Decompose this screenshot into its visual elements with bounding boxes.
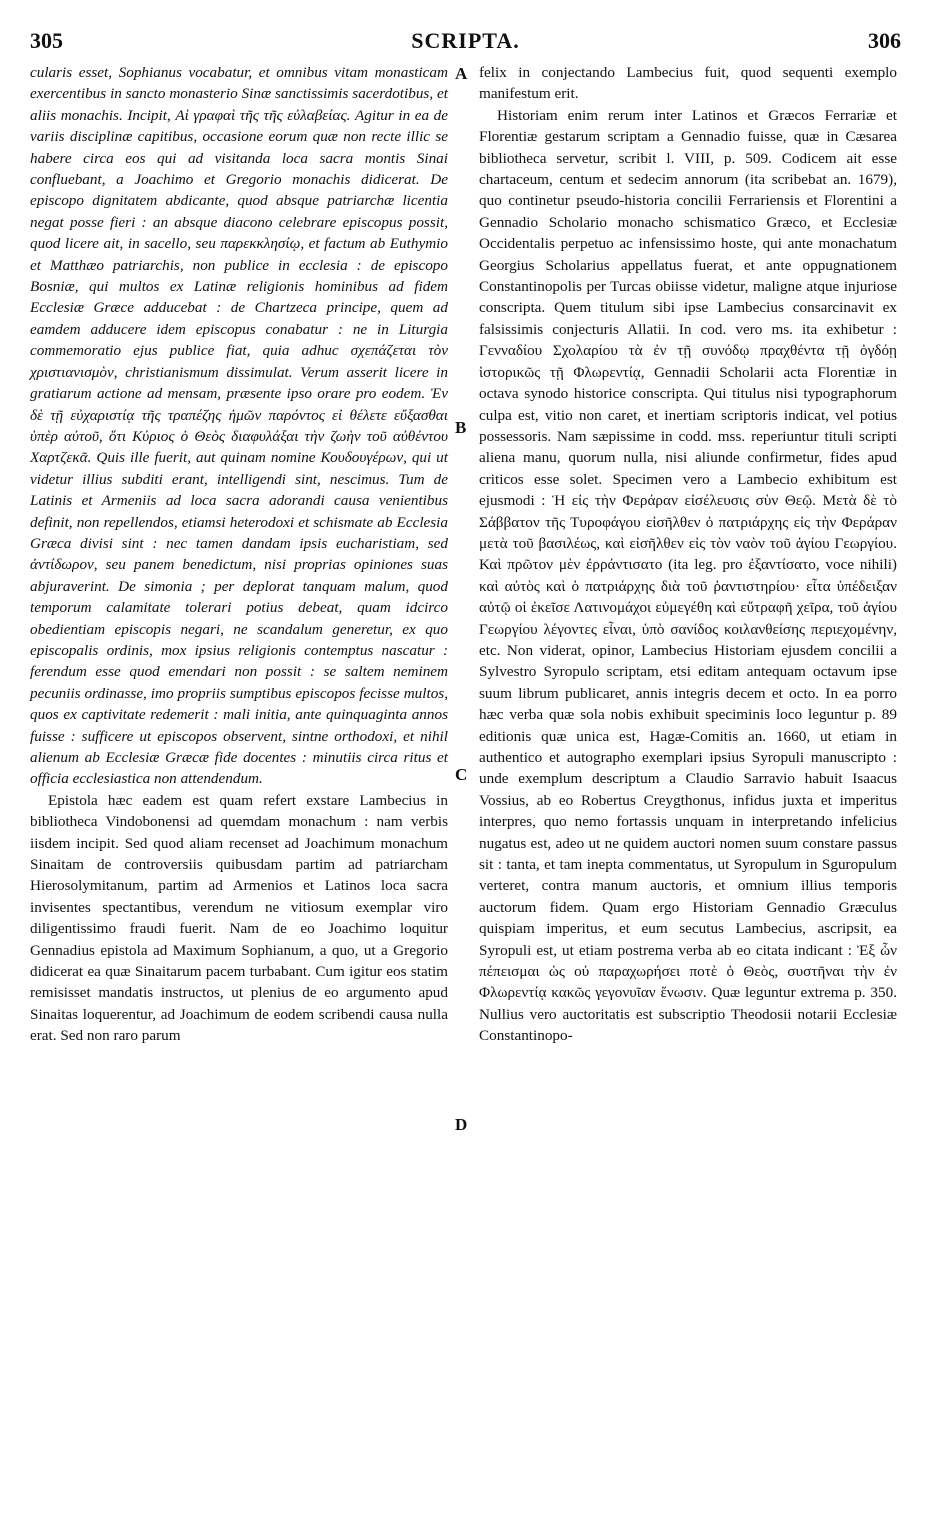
right-paragraph-2: Historiam enim rerum inter Latinos et Græcos Ferrariæ et Florentiæ gestarum scriptam a Gennadio fuisse, quæ in Cæsarea bibliotheca servetur, scribit l. VIII, p. 509. Codicem ait esse chartaceum, centum et sedecim annorum (ita scribebat an. 1679), quo continetur pseudo-historia concilii Ferrariensis et Florentini a Gennadio Scholario monacho schismatico Græco, et Ecclesiæ Occidentalis perpetuo ac infensissimo hoste, qui ante monachatum Georgius Scholarius appellatus fuerat, et ante oppugnationem Constantinopolis per Turcas obiisse videtur, maligne atque injuriose conscripta. Quem titulum sibi ipse Lambecius consarcinavit ex falsissimis conjecturis Allatii. In cod. vero ms. ita exhibetur : Γενναδίου Σχολαρίου τὰ ἐν τῇ συνόδῳ πραχθέντα τῇ ὀγδόῃ ἱστορικῶς τῇ Φλωρεντίᾳ, Gennadii Scholarii acta Florentiæ in octava synodo historice conscripta. Qui titulus nisi typographorum culpa est, vitio non caret, et inertiam scriptoris indicat, vel potius possessoris. Nam sæpissime in codd. mss. reperiuntur tituli scripti aliena manu, quorum nulla, nisi aliunde confirmetur, fides apud criticos esse solet. Specimen vero a Lambecio exhibitum est ejusmodi : Ἡ εἰς τὴν Φεράραν εἰσέλευσις σὺν Θεῷ. Μετὰ δὲ τὸ Σάββατον τῆς Τυροφάγου εἰσῆλθεν ὁ πατριάρχης εἰς τὴν Φεράραν μετὰ τοῦ βασιλέως, καὶ εἰσῆλθεν εἰς τὸν ναὸν τοῦ ἁγίου Γεωργίου. Καὶ πρῶτον μὲν ἐρράντισατο (ita leg. pro ἐξαντίσατο, voce nihili) καὶ αὐτὸς καὶ ὁ πατριάρχης διὰ τοῦ ῥαντιστηρίου· εἶτα ὑπέδειξαν αὐτῷ οἱ ἐκεῖσε Λατινομάχοι εὐμεγέθη καὶ εὔτραφῆ χεῖρα, τοῦ ἁγίου Γεωργίου λέγοντες εἶναι, ὑπὸ σανίδος κοιλανθείσης περιεχομένην, etc. Non viderat, opinor, Lambecius Historiam ejusdem concilii a Sylvestro Syropulo scriptam, etsi editam antequam octavum ipse suum librum publicaret, annis integris decem et octo. In ea porro hæc verba quæ sola nobis exhibuit speciminis loco leguntur p. 89 editionis quæ unica est, Hagæ-Comitis an. 1660, ut etiam in authentico et autographo exemplari ipsius Syropuli manuscripto : unde exemplum descriptum a Claudio Sarravio habuit Isaacus Vossius, ab eo Robertus Creygthonus, infidus juxta et imperitus interpres, quo nemo fortassis unquam in interpretando infelicius nugatus est, adeo ut ne quidem auctori nomen suum constare passus sit : tanta, et tam inepta commentatus, ut Syropulum in Sguropulum verteret, contra manum auctoris, et omnium illius temporis auctorum fidem. Quam ergo Historiam Gennadio Græculus quispiam imperitus, et eum secutus Lambecius, ascripsit, ea Syropuli est, ut etiam postrema verba ab eo citata indicant : Ἐξ ὧν πέπεισμαι ὡς οὐ παραχωρήσει ποτὲ ὁ Θεὸς, συστῆναι τὴν ἐν Φλωρεντίᾳ κακῶς γεγονυῖαν ἕνωσιν. Quæ leguntur extrema p. 350. Nullius vero auctoritatis est subscriptio Theodosii notarii Ecclesiæ Constantinopo-	[479, 106, 897, 1045]
margin-marker-b: B	[455, 418, 467, 437]
margin-marker-a: A	[455, 64, 468, 83]
running-title: SCRIPTA.	[411, 28, 520, 53]
running-header	[30, 28, 901, 58]
margin-marker-c: C	[455, 765, 468, 784]
right-column	[479, 62, 897, 1047]
left-paragraph-2: Epistola hæc eadem est quam refert exstare Lambecius in bibliotheca Vindobonensi ad quemdam monachum : nam verbis iisdem incipit. Sed quod aliam recenset ad Joachimum monachum Sinaitam de controversiis quibusdam partim ad patriarcham Hierosolymitanum, partim ad Armenios et Latinos loca sacra invisentes spectantibus, verendum ne vitiosum exemplar viro diligentissimo fraudi fuerit. Nam de eo Joachimo loquitur Gennadius epistola ad Maximum Sophianum, a quo, ut a Gregorio didicerat ea quæ Sinaitarum pacem turbabant. Cum igitur eos statim remisisset mandatis instructos, ut plenius de eo argumento apud Sinaitas loquerentur, ad Joachimum de eodem scribendi causa nulla erat. Sed non raro parum	[30, 791, 448, 1045]
margin-marker-d: D	[455, 1115, 468, 1134]
left-page-number: 305	[30, 28, 63, 53]
right-page-number: 306	[868, 28, 901, 53]
right-paragraph-1: felix in conjectando Lambecius fuit, quod sequenti exemplo manifestum erit.	[479, 64, 897, 103]
left-paragraph-1: cularis esset, Sophianus vocabatur, et omnibus vitam monasticam exercentibus in sancto monasterio Sinæ sanctissimis sacerdotibus, et aliis monachis. Incipit, Αἱ γραφαὶ τῆς τῆς εὐλαβείας. Agitur in ea de variis disciplinæ capitibus, occasione eorum quæ non recte illic se habere circa eos qui ad visitanda loca sacra montis Sinai confluebant, a Joachimo et Gregorio monachis didicerat. De episcopo dignitatem abdicante, quod absque patriarchæ licentia negat posse fieri : an absque diacono celebrare episcopus possit, quod licere ait, in sacello, seu παρεκκλησίῳ, et factum ab Euthymio et Matthæo patriarchis, non publice in ecclesia : de episcopo Bosniæ, qui multos ex Latinæ religionis hominibus ad fidem Ecclesiæ Græce adducebat : de Chartzeca principe, quem ad eamdem adducere idem episcopus conabatur : ne in Liturgia commemoratio ejus publice fiat, quia adhuc σχεπάζεται τὸν χριστιανισμὸν, christianismum dissimulat. Verum asserit licere in gratiarum actione ad mensam, præsente ipso orare pro eodem. Ἐν δὲ τῇ εὐχαριστίᾳ τῆς τραπέζης ἡμῶν παρόντος εἰ θέλετε εὔξασθαι ὑπὲρ αὐτοῦ, ὅτι Κύριος ὁ Θεὸς διαφυλάξαι τὴν ζωὴν τοῦ αὐθέντου Χαρτζεκᾶ. Quis ille fuerit, aut quinam nomine Κουδουγέρων, qui ut videtur illius subditi erant, intelligendi sint, nescimus. Tum de Latinis et Armeniis ad loca sacra adorandi causa venientibus definit, non repellendos, etiamsi heterodoxi et schismate ab Ecclesia Græca divisi sint : nec tamen dandam ipsis eucharistiam, sed ἀντίδωρον, seu panem benedictum, nisi proprias opiniones suas abjuraverint. De simonia ; per deplorat tanquam malum, quod temporum calamitate tolerari potius debeat, quam idcirco obedientiam episcopis negari, ne scandalum generetur, ex quo episcopalis ordinis, mox ipsius religionis contemptus nascatur : ferendum esse quod emendari non possit : se saltem neminem pecuniis ordinasse, imo propriis sumptibus episcopos fecisse multos, quos ex captivitate redemerit : mali initia, ante quinquaginta annos fuisse : sufficere ut episcopos observent, sintne orthodoxi, et nihil alienum ab Ecclesiæ Græcæ fide docentes : minutiis circa ritus et officia ecclesiastica non attendendum.	[30, 64, 448, 788]
left-column	[30, 62, 448, 1047]
